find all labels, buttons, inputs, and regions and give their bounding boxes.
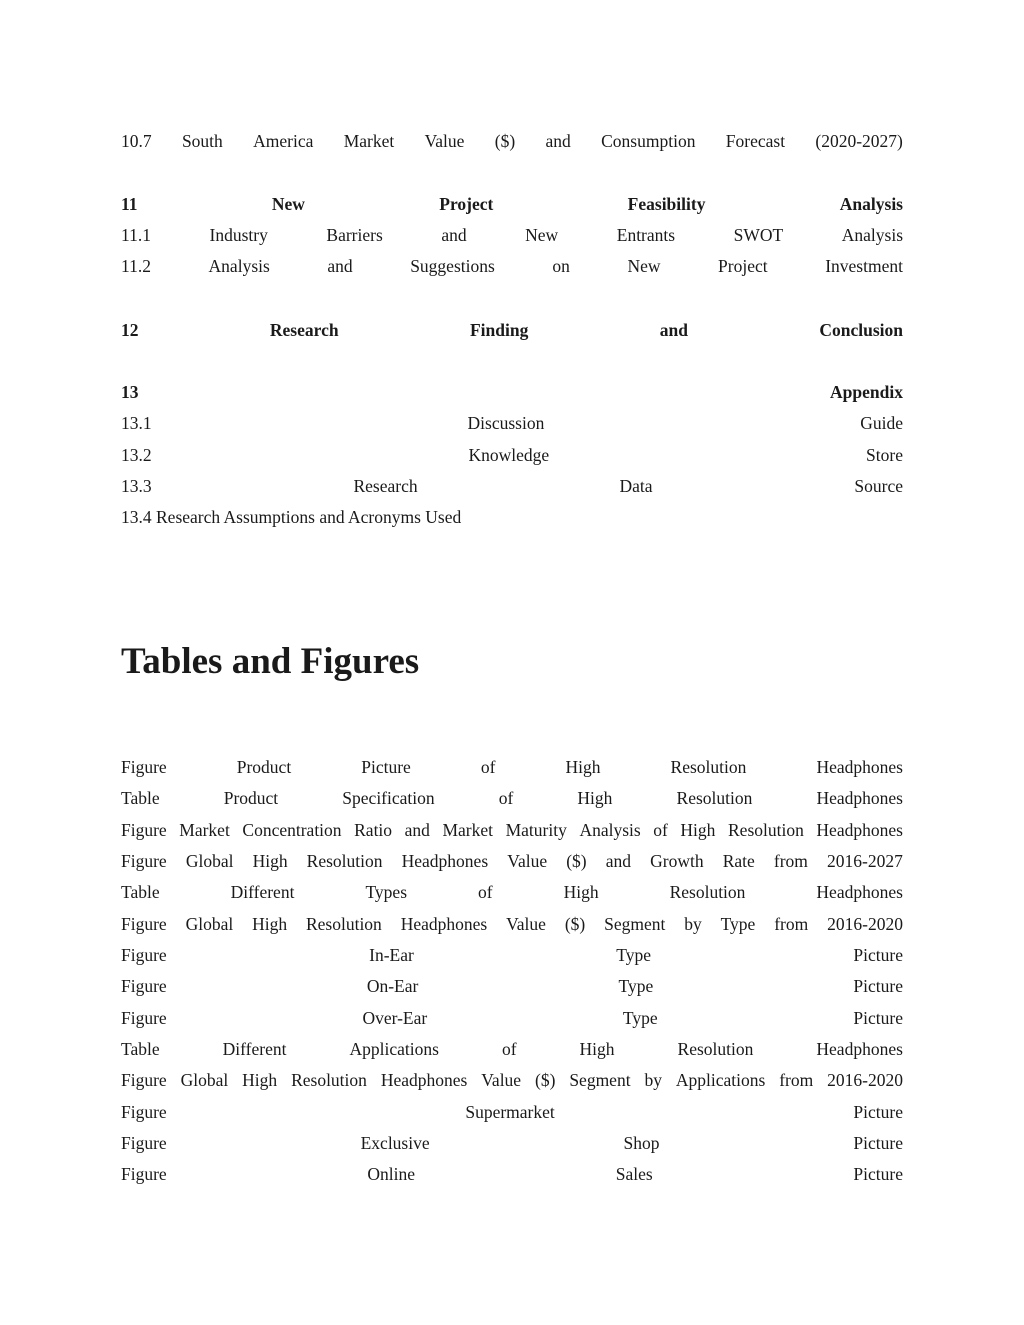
figure-list-word: of bbox=[498, 788, 514, 808]
toc-word: New bbox=[627, 256, 661, 276]
toc-word: New bbox=[271, 194, 305, 214]
toc-word: 13.3 bbox=[121, 476, 152, 496]
figure-list-word: Resolution bbox=[306, 851, 383, 871]
figure-list-word: Figure bbox=[121, 757, 167, 777]
toc-line bbox=[121, 380, 903, 404]
figure-list-word: Picture bbox=[361, 757, 411, 777]
figure-list-word: Headphones bbox=[816, 757, 903, 777]
figure-list-word: Value bbox=[507, 851, 548, 871]
figure-list-word: Product bbox=[236, 757, 292, 777]
figure-list-word: Headphones bbox=[816, 820, 903, 840]
figure-list-word: Type bbox=[616, 945, 651, 965]
figure-list-word: High bbox=[252, 851, 288, 871]
toc-line bbox=[121, 192, 903, 216]
toc-word: Feasibility bbox=[627, 194, 706, 214]
toc-word: Project bbox=[718, 256, 768, 276]
toc-word: Discussion bbox=[467, 413, 545, 433]
toc-word: and bbox=[441, 225, 467, 245]
figure-list-word: Segment bbox=[569, 1070, 631, 1090]
section-heading: Tables and Figures bbox=[121, 641, 420, 682]
toc-line bbox=[121, 223, 903, 247]
toc-word: 13.1 bbox=[121, 413, 152, 433]
figure-list-word: Headphones bbox=[401, 851, 489, 871]
figure-list-word: Figure bbox=[121, 1102, 167, 1122]
figure-list-word: Different bbox=[230, 882, 295, 902]
toc-word: 11.2 bbox=[121, 256, 151, 276]
figure-list-word: Table bbox=[121, 788, 160, 808]
figure-list-word: High bbox=[563, 882, 599, 902]
figure-list-word: of bbox=[478, 882, 493, 902]
toc-word: 10.7 bbox=[121, 131, 152, 151]
figure-list-word: Growth bbox=[650, 851, 704, 871]
toc-word: Data bbox=[619, 476, 653, 496]
figure-list-word: High bbox=[565, 757, 601, 777]
figure-list-word: Ratio bbox=[354, 820, 393, 840]
figure-list-word: Picture bbox=[853, 1164, 903, 1184]
figure-list-word: Supermarket bbox=[465, 1102, 555, 1122]
toc-word: Entrants bbox=[616, 225, 676, 245]
toc-word: Store bbox=[866, 445, 903, 465]
figure-list-word: Type bbox=[622, 1008, 658, 1028]
figure-list-line bbox=[121, 943, 903, 967]
figure-list-word: Shop bbox=[623, 1133, 660, 1153]
figure-list-word: Headphones bbox=[380, 1070, 468, 1090]
toc-line bbox=[121, 129, 903, 153]
figure-list-word: High bbox=[577, 788, 613, 808]
toc-line bbox=[121, 318, 903, 342]
toc-word: Project bbox=[439, 194, 494, 214]
toc-line bbox=[121, 254, 903, 278]
figure-list-line bbox=[121, 818, 903, 842]
figure-list-line bbox=[121, 1100, 903, 1124]
figure-list-word: Resolution bbox=[291, 1070, 367, 1090]
figure-list-word: ($) bbox=[566, 851, 587, 871]
figure-list-word: Figure bbox=[121, 851, 167, 871]
figure-list-word: Concentration bbox=[242, 820, 342, 840]
figure-list-word: Headphones bbox=[816, 1039, 903, 1059]
figure-list-word: Segment bbox=[604, 914, 666, 934]
figure-list-word: Online bbox=[367, 1164, 416, 1184]
toc-line bbox=[121, 505, 903, 529]
toc-word: Analysis bbox=[839, 194, 903, 214]
figure-list-word: Resolution bbox=[676, 788, 753, 808]
figure-list-word: Figure bbox=[121, 1070, 167, 1090]
toc-word: Analysis bbox=[208, 256, 270, 276]
figure-list-word: Types bbox=[365, 882, 407, 902]
toc-word: Industry bbox=[209, 225, 268, 245]
toc-word: New bbox=[525, 225, 559, 245]
figure-list-word: Figure bbox=[121, 1008, 167, 1028]
figure-list-line bbox=[121, 755, 903, 779]
toc-word: Suggestions bbox=[410, 256, 495, 276]
toc-word: Value bbox=[424, 131, 465, 151]
figure-list-word: Global bbox=[185, 914, 234, 934]
figure-list-word: 2016-2020 bbox=[827, 914, 903, 934]
figure-list-word: Figure bbox=[121, 914, 167, 934]
figure-list-word: Sales bbox=[615, 1164, 653, 1184]
toc-word: Barriers bbox=[326, 225, 383, 245]
figure-list-word: from bbox=[774, 914, 809, 934]
toc-word: 12 bbox=[121, 320, 139, 340]
figure-list-word: Over-Ear bbox=[362, 1008, 428, 1028]
figure-list-word: Specification bbox=[342, 788, 435, 808]
figure-list-word: Picture bbox=[853, 945, 903, 965]
figure-list-word: Resolution bbox=[669, 882, 746, 902]
figure-list-word: Product bbox=[223, 788, 279, 808]
figure-list-word: Resolution bbox=[670, 757, 747, 777]
figure-list-word: ($) bbox=[535, 1070, 556, 1090]
toc-word: South bbox=[181, 131, 223, 151]
toc-word: 13 bbox=[121, 382, 139, 402]
figure-list-word: and bbox=[605, 851, 632, 871]
toc-word: Forecast bbox=[725, 131, 786, 151]
figure-list-line bbox=[121, 974, 903, 998]
figure-list-word: 2016-2020 bbox=[827, 1070, 903, 1090]
figure-list-word: Analysis bbox=[579, 820, 641, 840]
figure-list-word: High bbox=[252, 914, 288, 934]
toc-word: Knowledge bbox=[468, 445, 550, 465]
toc-word: and bbox=[659, 320, 688, 340]
figure-list-word: Resolution bbox=[305, 914, 382, 934]
figure-list-line bbox=[121, 849, 903, 873]
figure-list-word: from bbox=[779, 1070, 814, 1090]
figure-list-word: In-Ear bbox=[369, 945, 414, 965]
figure-list-word: and bbox=[404, 820, 430, 840]
figure-list-line bbox=[121, 1006, 903, 1030]
figure-list-line bbox=[121, 1131, 903, 1155]
figure-list-word: from bbox=[773, 851, 808, 871]
figure-list-word: Different bbox=[222, 1039, 287, 1059]
figure-list-word: Figure bbox=[121, 945, 167, 965]
figure-list-line bbox=[121, 880, 903, 904]
toc-word: Source bbox=[854, 476, 903, 496]
toc-word: Research bbox=[353, 476, 418, 496]
toc-word: Consumption bbox=[601, 131, 696, 151]
figure-list-word: Market bbox=[179, 820, 230, 840]
figure-list-word: Value bbox=[506, 914, 546, 934]
figure-list-word: Type bbox=[720, 914, 756, 934]
figure-list-word: Applications bbox=[675, 1070, 766, 1090]
toc-line bbox=[121, 443, 903, 467]
figure-list-word: Picture bbox=[853, 976, 903, 996]
toc-word: 11 bbox=[121, 194, 138, 214]
figure-list-word: Headphones bbox=[816, 788, 903, 808]
figure-list-line bbox=[121, 786, 903, 810]
figure-list-line bbox=[121, 1068, 903, 1092]
toc-text: 13.4 Research Assumptions and Acronyms Used bbox=[121, 507, 462, 527]
figure-list-word: On-Ear bbox=[366, 976, 419, 996]
toc-word: Guide bbox=[860, 413, 903, 433]
toc-word: (2020-2027) bbox=[815, 131, 903, 151]
figure-list-word: Exclusive bbox=[360, 1133, 430, 1153]
toc-word: Market bbox=[343, 131, 395, 151]
figure-list-word: Type bbox=[618, 976, 654, 996]
figure-list-word: Table bbox=[121, 882, 160, 902]
figure-list-word: Figure bbox=[121, 976, 167, 996]
toc-word: 11.1 bbox=[121, 225, 151, 245]
figure-list-word: of bbox=[653, 820, 668, 840]
toc-line bbox=[121, 411, 903, 435]
figure-list-word: Global bbox=[185, 851, 234, 871]
toc-word: 13.2 bbox=[121, 445, 152, 465]
toc-word: and bbox=[327, 256, 353, 276]
toc-word: Investment bbox=[825, 256, 903, 276]
figure-list-word: Resolution bbox=[677, 1039, 754, 1059]
figure-list-word: Market bbox=[442, 820, 494, 840]
figure-list-word: of bbox=[480, 757, 496, 777]
figure-list-word: High bbox=[579, 1039, 615, 1059]
figure-list-word: Maturity bbox=[505, 820, 567, 840]
figure-list-word: by bbox=[644, 1070, 662, 1090]
figure-list-word: Headphones bbox=[816, 882, 903, 902]
figure-list-word: Figure bbox=[121, 1164, 167, 1184]
figure-list-word: Rate bbox=[722, 851, 755, 871]
figure-list-word: Headphones bbox=[400, 914, 488, 934]
figure-list-word: Resolution bbox=[728, 820, 804, 840]
toc-word: Conclusion bbox=[819, 320, 903, 340]
toc-word: Finding bbox=[469, 320, 529, 340]
toc-word: ($) bbox=[494, 131, 516, 151]
toc-word: on bbox=[552, 256, 570, 276]
figure-list-word: Picture bbox=[853, 1008, 903, 1028]
toc-word: Analysis bbox=[841, 225, 903, 245]
figure-list-word: Picture bbox=[853, 1133, 903, 1153]
toc-line bbox=[121, 474, 903, 498]
figure-list-word: Table bbox=[121, 1039, 160, 1059]
figure-list-word: by bbox=[684, 914, 702, 934]
figure-list-word: ($) bbox=[564, 914, 586, 934]
toc-word: Appendix bbox=[830, 382, 903, 402]
figure-list-word: Global bbox=[180, 1070, 229, 1090]
figure-list-word: Picture bbox=[853, 1102, 903, 1122]
toc-word: and bbox=[545, 131, 571, 151]
figure-list-word: 2016-2027 bbox=[827, 851, 903, 871]
toc-word: SWOT bbox=[733, 225, 784, 245]
figure-list-word: Applications bbox=[349, 1039, 439, 1059]
figure-list-word: Value bbox=[481, 1070, 522, 1090]
toc-word: Research bbox=[269, 320, 339, 340]
figure-list-line bbox=[121, 1037, 903, 1061]
figure-list-word: Figure bbox=[121, 1133, 167, 1153]
toc-word: America bbox=[253, 131, 314, 151]
figure-list-word: Figure bbox=[121, 820, 167, 840]
figure-list-line bbox=[121, 1162, 903, 1186]
figure-list-line bbox=[121, 912, 903, 936]
figure-list-word: of bbox=[501, 1039, 517, 1059]
figure-list-word: High bbox=[242, 1070, 278, 1090]
figure-list-word: High bbox=[680, 820, 716, 840]
